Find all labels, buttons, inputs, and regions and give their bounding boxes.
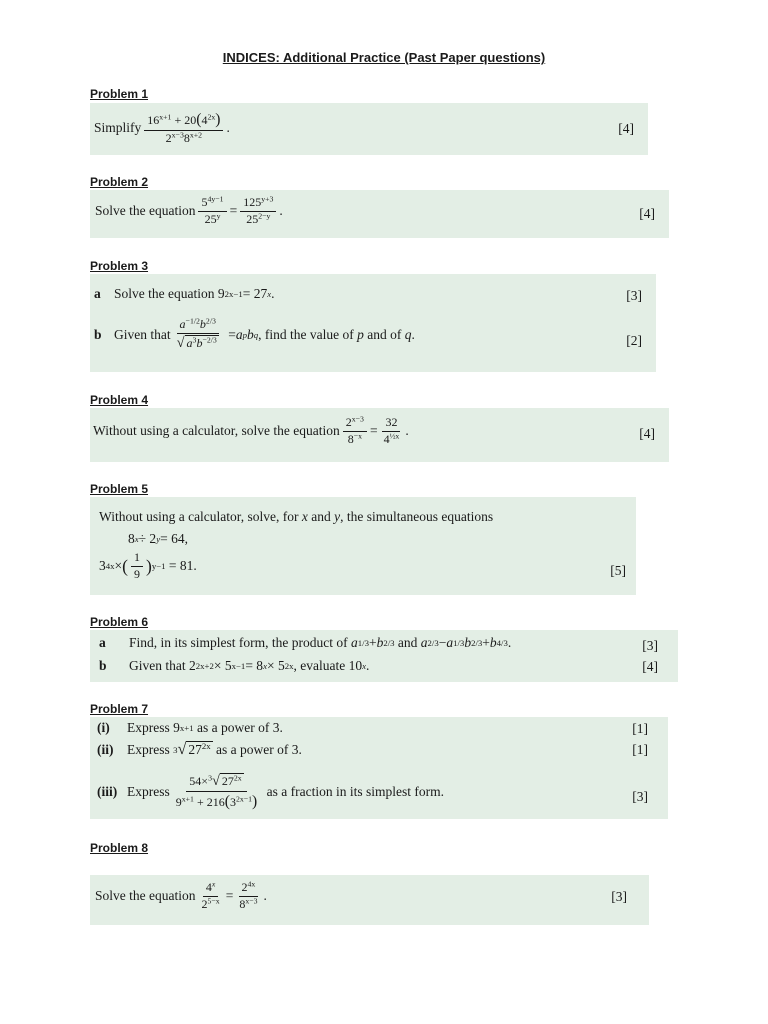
problem-8-box xyxy=(90,875,649,925)
problem-1-heading: Problem 1 xyxy=(90,87,149,101)
problem-7-box xyxy=(90,717,668,819)
problem-5-question: Without using a calculator, solve, for x and y , the simultaneous equations xyxy=(99,509,494,524)
problem-1-question: Simplify $\frac{16^{x+1} + 20(4^{2x})}{2^{x-3}8^{x+2}}$ . xyxy=(94,111,230,145)
problem-5-mark: [5] xyxy=(610,563,626,578)
page-title: INDICES: Additional Practice (Past Paper questions) xyxy=(222,50,546,65)
problem-5-equation-1: 8 x ÷ 2 y = 64, xyxy=(128,531,188,546)
problem-8-heading: Problem 8 xyxy=(90,841,149,855)
problem-3-box xyxy=(90,274,656,372)
problem-2-mark: [4] xyxy=(639,206,655,221)
problem-5-box xyxy=(90,497,636,595)
problem-4-heading: Problem 4 xyxy=(90,393,149,407)
problem-6-box xyxy=(90,630,678,682)
problem-8-question: Solve the equation $\frac{4^x}{2^{5-x}}$ = $\frac{2^{4x}}{8^{x-3}}$ . xyxy=(95,879,267,911)
problem-3a-mark: [3] xyxy=(626,288,642,303)
problem-3-heading: Problem 3 xyxy=(90,259,149,273)
problem-6b-question: b Given that 2 2x+2 × 5 x−1 = 8 x × 5 2x , evaluate 10 x . xyxy=(99,658,370,673)
problem-2-box xyxy=(90,190,669,238)
problem-1-mark: [4] xyxy=(618,121,634,136)
problem-6-heading: Problem 6 xyxy=(90,615,149,629)
problem-7i-question: (i) Express 9 x+1 as a power of 3. xyxy=(97,720,283,735)
problem-8-mark: [3] xyxy=(611,889,627,904)
problem-6a-mark: [3] xyxy=(642,638,658,653)
problem-7-heading: Problem 7 xyxy=(90,702,149,716)
problem-6b-mark: [4] xyxy=(642,659,658,674)
problem-7ii-mark: [1] xyxy=(632,742,648,757)
problem-4-mark: [4] xyxy=(639,426,655,441)
problem-7iii-mark: [3] xyxy=(632,789,648,804)
problem-2-heading: Problem 2 xyxy=(90,175,149,189)
problem-7iii-question: (iii) Express $\frac{54\times^3√ 27^{2x}}{9^{x+1} + 216(3^{2x-1})}$ as a fraction in its simplest form. xyxy=(97,773,444,810)
problem-3b-mark: [2] xyxy=(626,333,642,348)
problem-7i-mark: [1] xyxy=(632,721,648,736)
problem-4-question: Without using a calculator, solve the equation $\frac{2^{x-3}}{8^{-x}}$ = $\frac{32}{4^{\frac{1}{2}x}}$ . xyxy=(93,414,409,446)
problem-1-box xyxy=(90,103,648,155)
problem-6a-question: a Find, in its simplest form, the product of a 1/3 + b 2/3 and a 2/3 − a 1/3 b 2/3 + b 4/3 . xyxy=(99,635,512,650)
problem-3a-question: a Solve the equation 9 2x−1 = 27 x . xyxy=(94,286,275,301)
problem-2-question: Solve the equation $\frac{5^{4y-1}}{25^y}$ = $\frac{125^{y+3}}{25^{2-y}}$ . xyxy=(95,194,283,226)
problem-3b-question: b Given that $\frac{a^{-1/2}b^{2/3}}{√ a^3b^{-2/3}}$ = a p b q , find the value of p and of q . xyxy=(94,316,415,351)
problem-7ii-question: (ii) Express 3 √ $27^{2x}$ as a power of 3. xyxy=(97,740,302,758)
problem-5-equation-2: 3 4x × ( $\frac{1}{9}$ ) y−1 = 81. xyxy=(99,550,197,581)
problem-5-heading: Problem 5 xyxy=(90,482,149,496)
problem-4-box xyxy=(90,408,669,462)
